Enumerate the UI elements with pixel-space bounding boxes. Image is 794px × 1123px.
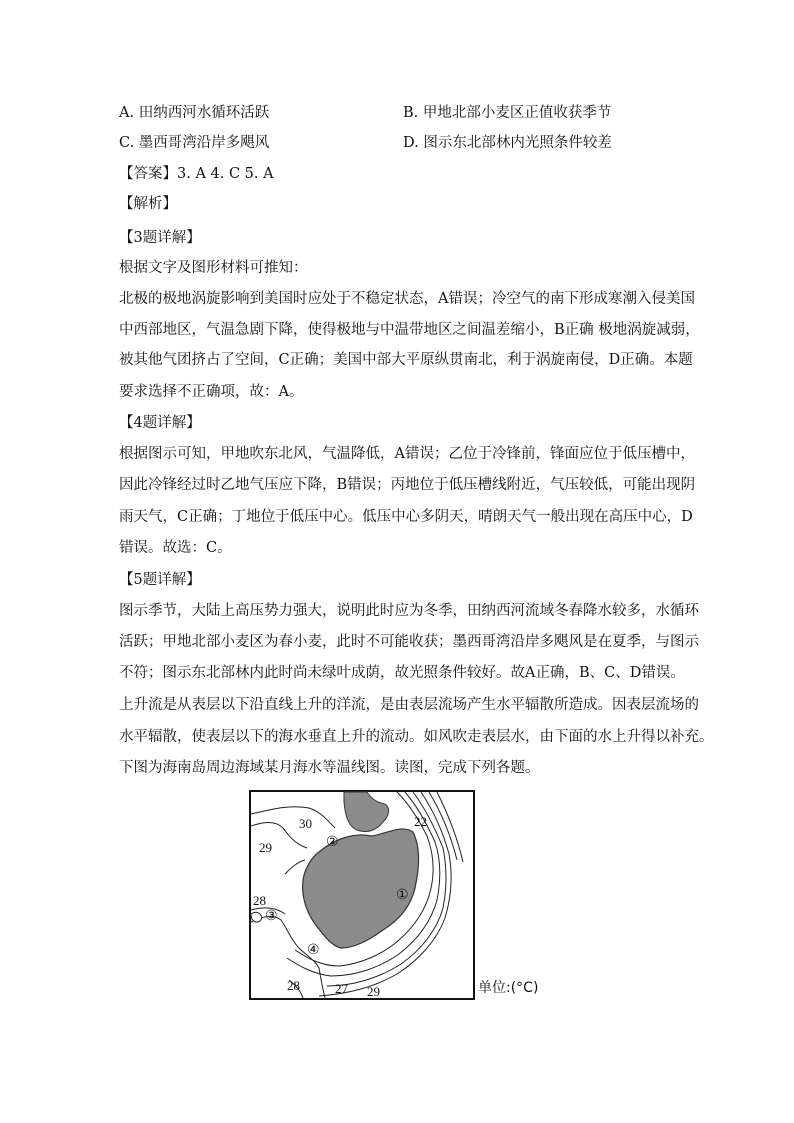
isotherm-label: 30 xyxy=(299,816,312,831)
q4-line: 因此冷锋经过时乙地气压应下降，B错误；丙地位于低压槽线附近，气压较低，可能出现阴 xyxy=(119,477,696,493)
marker-3: ③ xyxy=(265,909,278,924)
isotherm-label: 22 xyxy=(414,814,427,829)
option-b: B. 甲地北部小麦区正值收获季节 xyxy=(403,105,612,121)
q3-line: 要求选择不正确项，故：A。 xyxy=(119,384,304,400)
answer-line: 【答案】3. A 4. C 5. A xyxy=(119,166,274,182)
q3-line: 中西部地区，气温急剧下降，使得极地与中温带地区之间温差缩小，B正确 极地涡旋减弱， xyxy=(119,322,700,338)
option-c: C. 墨西哥湾沿岸多飓风 xyxy=(119,135,270,151)
isotherm-label: 27 xyxy=(335,981,348,996)
isotherm-label: 28 xyxy=(287,978,300,993)
q5-heading: 【5题详解】 xyxy=(119,572,201,588)
passage-line: 上升流是从表层以下沿直线上升的洋流，是由表层流场产生水平辐散所造成。因表层流场的 xyxy=(119,697,699,713)
option-d: D. 图示东北部林内光照条件较差 xyxy=(403,135,612,151)
q3-line: 被其他气团挤占了空间，C正确；美国中部大平原纵贯南北，利于涡旋南侵，D正确。本题 xyxy=(119,352,693,368)
passage-line: 下图为海南岛周边海域某月海水等温线图。读图，完成下列各题。 xyxy=(119,760,540,776)
isotherm-map xyxy=(249,790,475,1000)
q5-line: 图示季节，大陆上高压势力强大，说明此时应为冬季，田纳西河流域冬春降水较多，水循环 xyxy=(119,603,699,619)
q3-line: 根据文字及图形材料可推知： xyxy=(119,260,308,276)
q4-heading: 【4题详解】 xyxy=(119,415,201,431)
q5-line: 不符；图示东北部林内此时尚未绿叶成荫，故光照条件较好。故A正确，B、C、D错误。 xyxy=(119,665,685,681)
q4-line: 雨天气，C正确；丁地位于低压中心。低压中心多阴天，晴朗天气一般出现在高压中心，D xyxy=(119,509,693,525)
q3-line: 北极的极地涡旋影响到美国时应处于不稳定状态，A错误；冷空气的南下形成寒潮入侵美国 xyxy=(119,291,695,307)
marker-2: ② xyxy=(326,835,339,850)
q3-heading: 【3题详解】 xyxy=(119,230,201,246)
q5-line: 活跃；甲地北部小麦区为春小麦，此时不可能收获；墨西哥湾沿岸多飓风是在夏季，与图示 xyxy=(119,634,699,650)
option-a: A. 田纳西河水循环活跃 xyxy=(119,105,270,121)
passage-line: 水平辐散，使表层以下的海水垂直上升的流动。如风吹走表层水，由下面的水上升得以补充。 xyxy=(119,729,714,745)
isotherm-label: 29 xyxy=(367,984,380,999)
isotherm-label: 28 xyxy=(253,893,266,908)
q4-line: 错误。故选：C。 xyxy=(119,540,232,556)
isotherm-label: 29 xyxy=(259,840,272,855)
q4-line: 根据图示可知，甲地吹东北风，气温降低，A错误；乙位于冷锋前，锋面应位于低压槽中， xyxy=(119,446,695,462)
isotherm-map-svg xyxy=(249,790,475,1000)
map-unit-label: 单位:(°C) xyxy=(478,980,539,996)
marker-4: ④ xyxy=(307,943,320,958)
analysis-heading: 【解析】 xyxy=(119,196,177,212)
marker-1: ① xyxy=(396,888,409,903)
